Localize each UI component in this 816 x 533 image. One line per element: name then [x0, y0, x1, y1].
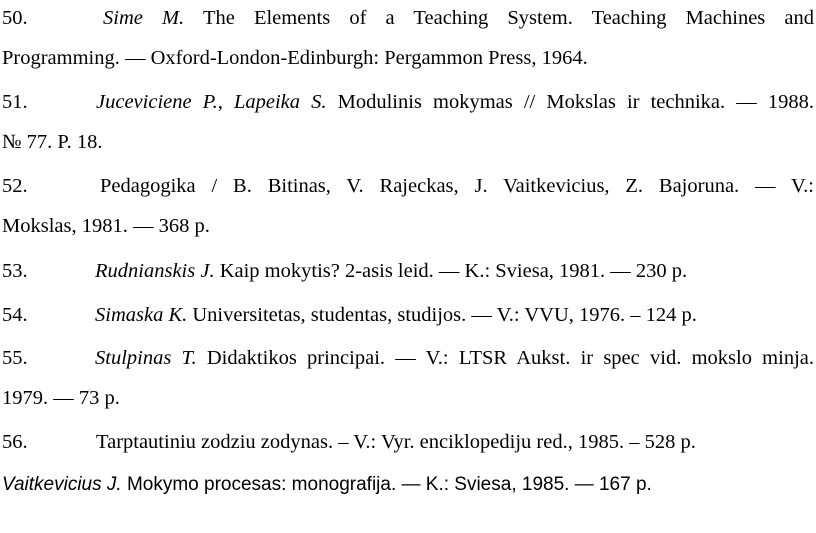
reference-text: Tarptautiniu zodziu zodynas. – V.: Vyr. enciklopediju red., 1985. – 528 p. [96, 431, 696, 453]
reference-text: Pedagogika / B. Bitinas, V. Rajeckas, J. Vaitkevicius, Z. Bajoruna. — V.: [100, 175, 814, 197]
reference-author: Rudnianskis J. [95, 260, 215, 282]
reference-text: Universitetas, studentas, studijos. — V.: VVU, 1976. – 124 p. [187, 304, 697, 326]
reference-number: 56. [2, 431, 28, 453]
reference-number: 53. [2, 260, 28, 282]
reference-number: 52. [2, 175, 28, 197]
reference-text-continued: 1979. — 73 p. [2, 387, 120, 409]
reference-author: Vaitkevicius J. [2, 474, 122, 495]
reference-number: 51. [2, 91, 28, 113]
reference-text: Mokymo procesas: monografija. — K.: Sviesa, 1985. — 167 p. [121, 474, 652, 495]
reference-text-continued: Programming. — Oxford-London-Edinburgh: Pergammon Press, 1964. [2, 47, 588, 69]
reference-number: 55. [2, 347, 28, 369]
reference-author: Stulpinas T. [95, 347, 197, 369]
reference-text: The Elements of a Teaching System. Teaching Machines and [184, 7, 814, 29]
reference-text: Modulinis mokymas // Mokslas ir technika. — 1988. [326, 91, 814, 113]
reference-number: 50. [2, 7, 28, 29]
reference-author: Sime M. [103, 7, 185, 29]
reference-text-continued: № 77. P. 18. [2, 131, 103, 153]
reference-text: Kaip mokytis? 2-asis leid. — K.: Sviesa, 1981. — 230 p. [214, 260, 688, 282]
reference-author: Juceviciene P., Lapeika S. [96, 91, 327, 113]
reference-text: Didaktikos principai. — V.: LTSR Aukst. ir spec vid. mokslo minja. [196, 347, 814, 369]
reference-text-continued: Mokslas, 1981. — 368 p. [2, 215, 210, 237]
reference-author: Simaska K. [95, 304, 188, 326]
reference-number: 54. [2, 304, 28, 326]
